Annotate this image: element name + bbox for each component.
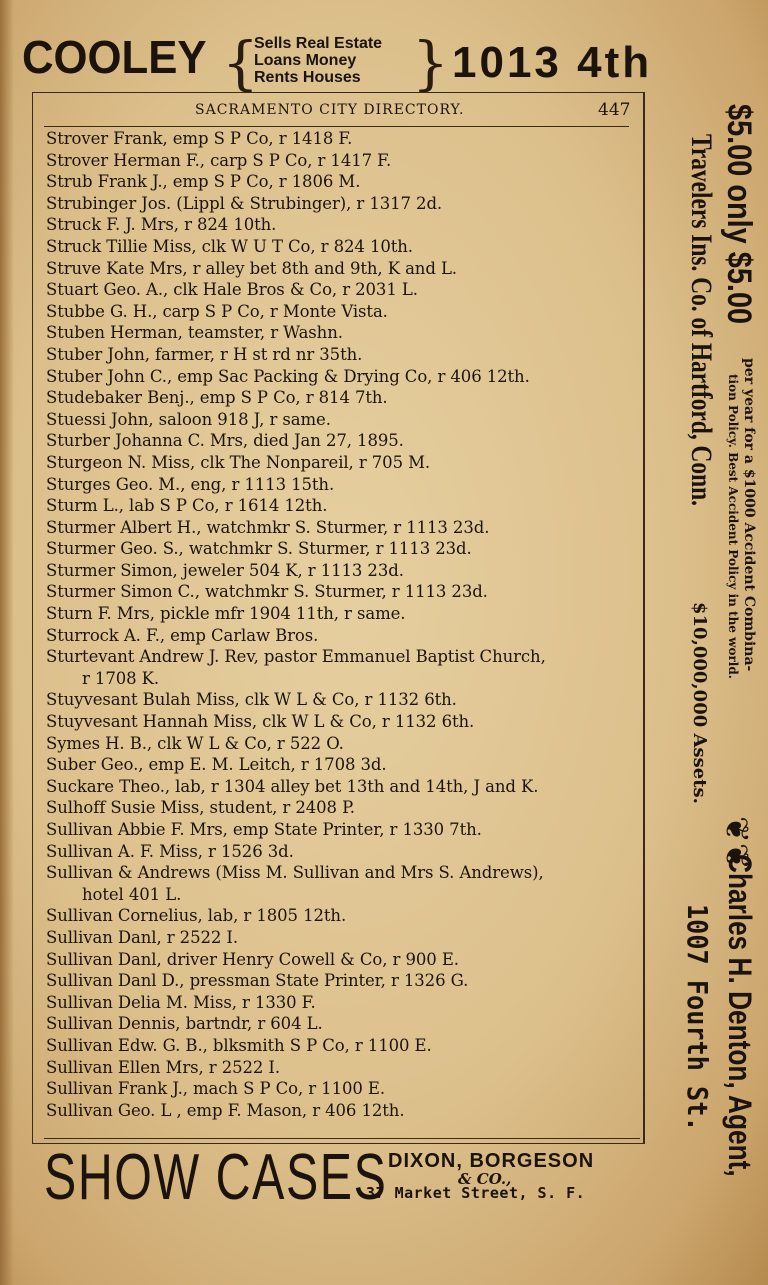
directory-entry: Sturrock A. F., emp Carlaw Bros. — [46, 625, 319, 645]
directory-entry: Sullivan & Andrews (Miss M. Sullivan and Mrs S. Andrews), — [46, 863, 544, 883]
directory-entry: Sturmer Albert H., watchmkr S. Sturmer, r 1113 23d. — [46, 517, 490, 537]
directory-entry: Stuessi John, saloon 918 J, r same. — [46, 409, 331, 429]
header-ad-address: 1013 4th — [452, 38, 653, 87]
directory-entry: Strover Frank, emp S P Co, r 1418 F. — [46, 129, 353, 148]
directory-entry: Sullivan Danl D., pressman State Printer, r 1326 G. — [46, 971, 469, 991]
header-service-3: Rents Houses — [254, 69, 361, 86]
directory-entry: Sulhoff Susie Miss, student, r 2408 P. — [46, 798, 355, 818]
directory-entry: Sullivan Cornelius, lab, r 1805 12th. — [46, 906, 347, 926]
directory-entry: Strubinger Jos. (Lippl & Strubinger), r 1317 2d. — [46, 193, 443, 213]
directory-entry: Stuber John, farmer, r H st rd nr 35th. — [46, 344, 363, 364]
header-rule — [44, 126, 629, 127]
directory-entry: Sullivan A. F. Miss, r 1526 3d. — [46, 841, 294, 861]
header-service-2: Loans Money — [254, 52, 357, 69]
footer-ad-address: 37 Market Street, S. F. — [366, 1184, 586, 1202]
running-head: SACRAMENTO CITY DIRECTORY. — [195, 102, 465, 118]
right-side-ad — [650, 104, 758, 1184]
right-ad-company: Travelers Ins. Co. of Hartford, Conn. — [685, 134, 718, 506]
directory-entry: Stubbe G. H., carp S P Co, r Monte Vista. — [46, 301, 388, 321]
header-brace-right: } — [412, 29, 449, 97]
directory-entry: Stuart Geo. A., clk Hale Bros & Co, r 2031 L. — [46, 280, 418, 300]
right-ad-policy-line-b: tion Policy. Best Accident Policy in the world. — [726, 374, 740, 679]
directory-entry: Sturmer Geo. S., watchmkr S. Sturmer, r 1113 23d. — [46, 539, 472, 559]
directory-entry: Sturber Johanna C. Mrs, died Jan 27, 1895. — [46, 431, 404, 451]
directory-entries — [46, 128, 646, 1121]
directory-entry: Struve Kate Mrs, r alley bet 8th and 9th, K and L. — [46, 258, 457, 278]
directory-entry: Stuyvesant Bulah Miss, clk W L & Co, r 1132 6th. — [46, 690, 457, 710]
directory-entry: Sullivan Ellen Mrs, r 2522 I. — [46, 1057, 280, 1077]
right-ad-price: $5.00 only $5.00 — [720, 104, 758, 325]
directory-entry: Sturges Geo. M., eng, r 1113 15th. — [46, 474, 335, 494]
page-edge-shadow — [0, 0, 14, 1285]
directory-entry: Sturmer Simon C., watchmkr S. Sturmer, r 1113 23d. — [46, 582, 488, 602]
directory-entry: Sullivan Geo. L , emp F. Mason, r 406 12th. — [46, 1100, 405, 1120]
directory-entry: Sullivan Danl, driver Henry Cowell & Co, r 900 E. — [46, 949, 459, 969]
directory-entry: Studebaker Benj., emp S P Co, r 814 7th. — [46, 388, 388, 408]
directory-entry: Struck F. J. Mrs, r 824 10th. — [46, 215, 277, 235]
directory-entry: Sturm L., lab S P Co, r 1614 12th. — [46, 496, 328, 516]
right-ad-agent-address: 1007 Fourth St. — [681, 904, 714, 1132]
page-number: 447 — [598, 100, 631, 120]
header-service-1: Sells Real Estate — [254, 35, 383, 52]
right-ad-agent: Charles H. Denton, Agent, — [722, 854, 758, 1177]
footer-rule — [44, 1138, 640, 1139]
directory-entry: Suber Geo., emp E. M. Leitch, r 1708 3d. — [46, 755, 387, 775]
header-brace-left: { — [222, 29, 259, 97]
directory-entry: Sullivan Abbie F. Mrs, emp State Printer, r 1330 7th. — [46, 820, 482, 839]
right-ad-policy-line-a: per year for a $1000 Accident Combina- — [741, 358, 757, 672]
directory-entry: Stuben Herman, teamster, r Washn. — [46, 323, 343, 343]
directory-entry: Sullivan Frank J., mach S P Co, r 1100 E. — [46, 1079, 386, 1099]
directory-entry: Stuyvesant Hannah Miss, clk W L & Co, r 1132 6th. — [46, 712, 475, 732]
directory-entry-continuation: hotel 401 L. — [82, 884, 182, 904]
directory-entry: Strub Frank J., emp S P Co, r 1806 M. — [46, 172, 361, 192]
footer-ad-company: DIXON, BORGESON — [388, 1150, 595, 1172]
directory-entry: Symes H. B., clk W L & Co, r 522 O. — [46, 733, 344, 753]
directory-entry: Stuber John C., emp Sac Packing & Drying Co, r 406 12th. — [46, 366, 530, 386]
right-ad-assets: $10,000,000 Assets. — [689, 602, 710, 804]
directory-entry: Sturgeon N. Miss, clk The Nonpareil, r 705 M. — [46, 452, 431, 472]
directory-entry: Sullivan Danl, r 2522 I. — [46, 927, 238, 947]
footer-ad-company-co: & CO., — [458, 1170, 512, 1188]
directory-entry-continuation: r 1708 K. — [82, 668, 160, 688]
directory-entry: Struck Tillie Miss, clk W U T Co, r 824 10th. — [46, 236, 413, 256]
directory-entry: Strover Herman F., carp S P Co, r 1417 F. — [46, 150, 392, 170]
directory-entry: Sturn F. Mrs, pickle mfr 1904 11th, r same. — [46, 604, 406, 624]
directory-entry: Sullivan Delia M. Miss, r 1330 F. — [46, 992, 316, 1012]
directory-entry: Sturmer Simon, jeweler 504 K, r 1113 23d. — [46, 560, 404, 580]
directory-entry: Suckare Theo., lab, r 1304 alley bet 13th and 14th, J and K. — [46, 776, 539, 796]
right-ad-ornament: ❦❦ — [718, 816, 756, 870]
directory-entry: Sullivan Edw. G. B., blksmith S P Co, r 1100 E. — [46, 1035, 432, 1055]
directory-entry: Sullivan Dennis, bartndr, r 604 L. — [46, 1014, 323, 1034]
header-ad-name: COOLEY — [22, 31, 207, 83]
footer-ad-headline: SHOW CASES — [44, 1141, 388, 1214]
directory-entry: Sturtevant Andrew J. Rev, pastor Emmanuel Baptist Church, — [46, 647, 546, 667]
